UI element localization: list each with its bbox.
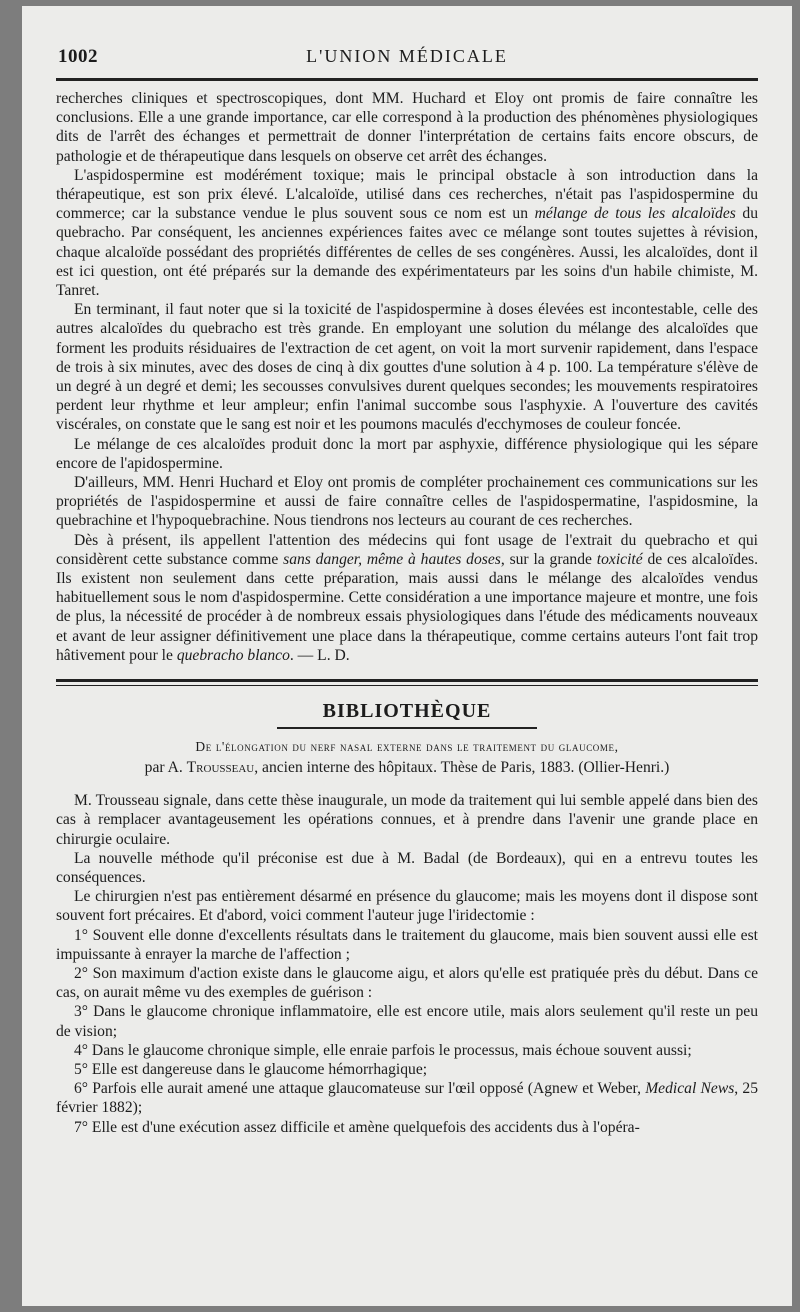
paragraph: M. Trousseau signale, dans cette thèse inaugurale, un mode da traitement qui lui semble appelé dans bien des cas à remplacer avantageusement les opérations connues, et à prendre dans l'avenir une grande place en chirurgie oculaire. (56, 792, 758, 848)
review-byline: par A. Trousseau, ancien interne des hôpitaux. Thèse de Paris, 1883. (Ollier-Henri.) (144, 759, 670, 777)
header-rule (56, 78, 758, 81)
section-divider (56, 679, 758, 686)
section-title: BIBLIOTHÈQUE (322, 700, 492, 723)
paragraph: Dès à présent, ils appellent l'attention des médecins qui font usage de l'extrait du quebracho et qui considèrent cette substance comme sans danger, même à hautes doses, sur la grande toxicité de ces alcaloïdes. Ils existent non seulement dans cette préparation, mais aussi dans le mélange des alcaloïdes vendus habituellement sous le nom d'aspidospermine. Cette considération a une importance majeure et montre, une fois de plus, la nécessité de procéder à de nombreux essais physiologiques dans l'étude des médicaments nouveaux et avant de leur assigner définitivement une place dans la thérapeutique, comme certains auteurs l'ont fait trop hâtivement pour le quebracho blanco. — L. D. (56, 531, 758, 664)
page-number: 1002 (58, 46, 98, 67)
paragraph: L'aspidospermine est modérément toxique; mais le principal obstacle à son introduction dans la thérapeutique, est son prix élevé. L'alcaloïde, utilisé dans ces recherches, n'était pas l'aspidospermine du commerce; car la substance vendue le plus souvent sous ce nom est un mélange de tous les alcaloïdes du quebracho. Par conséquent, les anciennes expériences faites avec ce mélange sont toutes sujettes à révision, chaque alcaloïde possédant des propriétés différentes de celles de ses congénères. Aussi, les alcaloïdes, dont il est ici question, ont été préparés sur la demande des expérimentateurs par les soins d'un habile chimiste, M. Tanret. (56, 166, 759, 300)
paragraph: La nouvelle méthode qu'il préconise est due à M. Badal (de Bordeaux), qui en a entrevu toutes les conséquences. (56, 849, 758, 886)
list-item: 6° Parfois elle aurait amené une attaque glaucomateuse sur l'œil opposé (Agnew et Weber, Medical News, 25 février 1882); (56, 1080, 759, 1117)
list-item: 4° Dans le glaucome chronique simple, elle enraie parfois le processus, mais échoue souvent aussi; (74, 1041, 692, 1059)
journal-title: L'UNION MÉDICALE (306, 46, 508, 66)
list-item: 3° Dans le glaucome chronique inflammatoire, elle est encore utile, mais alors seulement qu'il reste un peu de vision; (56, 1003, 758, 1040)
paragraph: Le mélange de ces alcaloïdes produit donc la mort par asphyxie, différence physiologique qui les sépare encore de l'apidospermine. (56, 435, 758, 472)
running-head (56, 6, 758, 67)
page (22, 6, 792, 1306)
review-title: De l'élongation du nerf nasal externe dans le traitement du glaucome, (195, 739, 619, 755)
page-content (56, 6, 758, 1137)
paragraph: Le chirurgien n'est pas entièrement désarmé en présence du glaucome; mais les moyens dont il dispose sont souvent fort précaires. Et d'abord, voici comment l'auteur juge l'iridectomie : (56, 888, 758, 925)
list-item: 5° Elle est dangereuse dans le glaucome hémorrhagique; (74, 1060, 428, 1078)
list-item: 7° Elle est d'une exécution assez difficile et amène quelquefois des accidents dus à l'opéra- (74, 1118, 640, 1136)
list-item: 2° Son maximum d'action existe dans le glaucome aigu, et alors qu'elle est pratiquée près du début. Dans ce cas, on aurait même vu des exemples de guérison : (56, 964, 758, 1002)
list-item: 1° Souvent elle donne d'excellents résultats dans le traitement du glaucome, mais bien souvent aussi elle est impuissante à enrayer la marche de l'affection ; (56, 926, 758, 963)
paragraph: En terminant, il faut noter que si la toxicité de l'aspidospermine à doses élevées est incontestable, celle des autres alcaloïdes du quebracho est très grande. En employant une solution du mélange des alcaloïdes que forment les produits résiduaires de l'extraction de cet agent, on voit la mort survenir rapidement, dans l'espace de trois à six minutes, avec des doses de cinq à dix gouttes d'une solution à 4 p. 100. La température s'élève de un degré à un degré et demi; les secousses convulsives durent quelques secondes; les mouvements respiratoires perdent leur rhythme et leur ampleur; enfin l'animal succombe sous l'asphyxie. A l'ouverture des cavités viscérales, on constate que le sang est noir et les poumons maculés d'ecchymoses de couleur foncée. (56, 301, 758, 434)
section-title-rule (277, 727, 537, 729)
review-author: Trousseau (186, 759, 255, 777)
paragraph: D'ailleurs, MM. Henri Huchard et Eloy ont promis de compléter prochainement ces communications sur les propriétés de l'aspidospermine et aussi de faire connaître celles de l'aspidospermatine, l'aspidosmine, la quebrachine et l'hypoquebrachine. Nous tiendrons nos lecteurs au courant de ces recherches. (56, 474, 758, 530)
paragraph: recherches cliniques et spectroscopiques, dont MM. Huchard et Eloy ont promis de faire connaître les conclusions. Elle a une grande importance, car elle correspond à la production des phénomènes physiologiques dits de l'arrêt des échanges et permettrait de donner l'interprétation de certains faits encore obscurs, de pathologie et de thérapeutique dans lesquels on observe cet arrêt des échanges. (56, 90, 758, 165)
